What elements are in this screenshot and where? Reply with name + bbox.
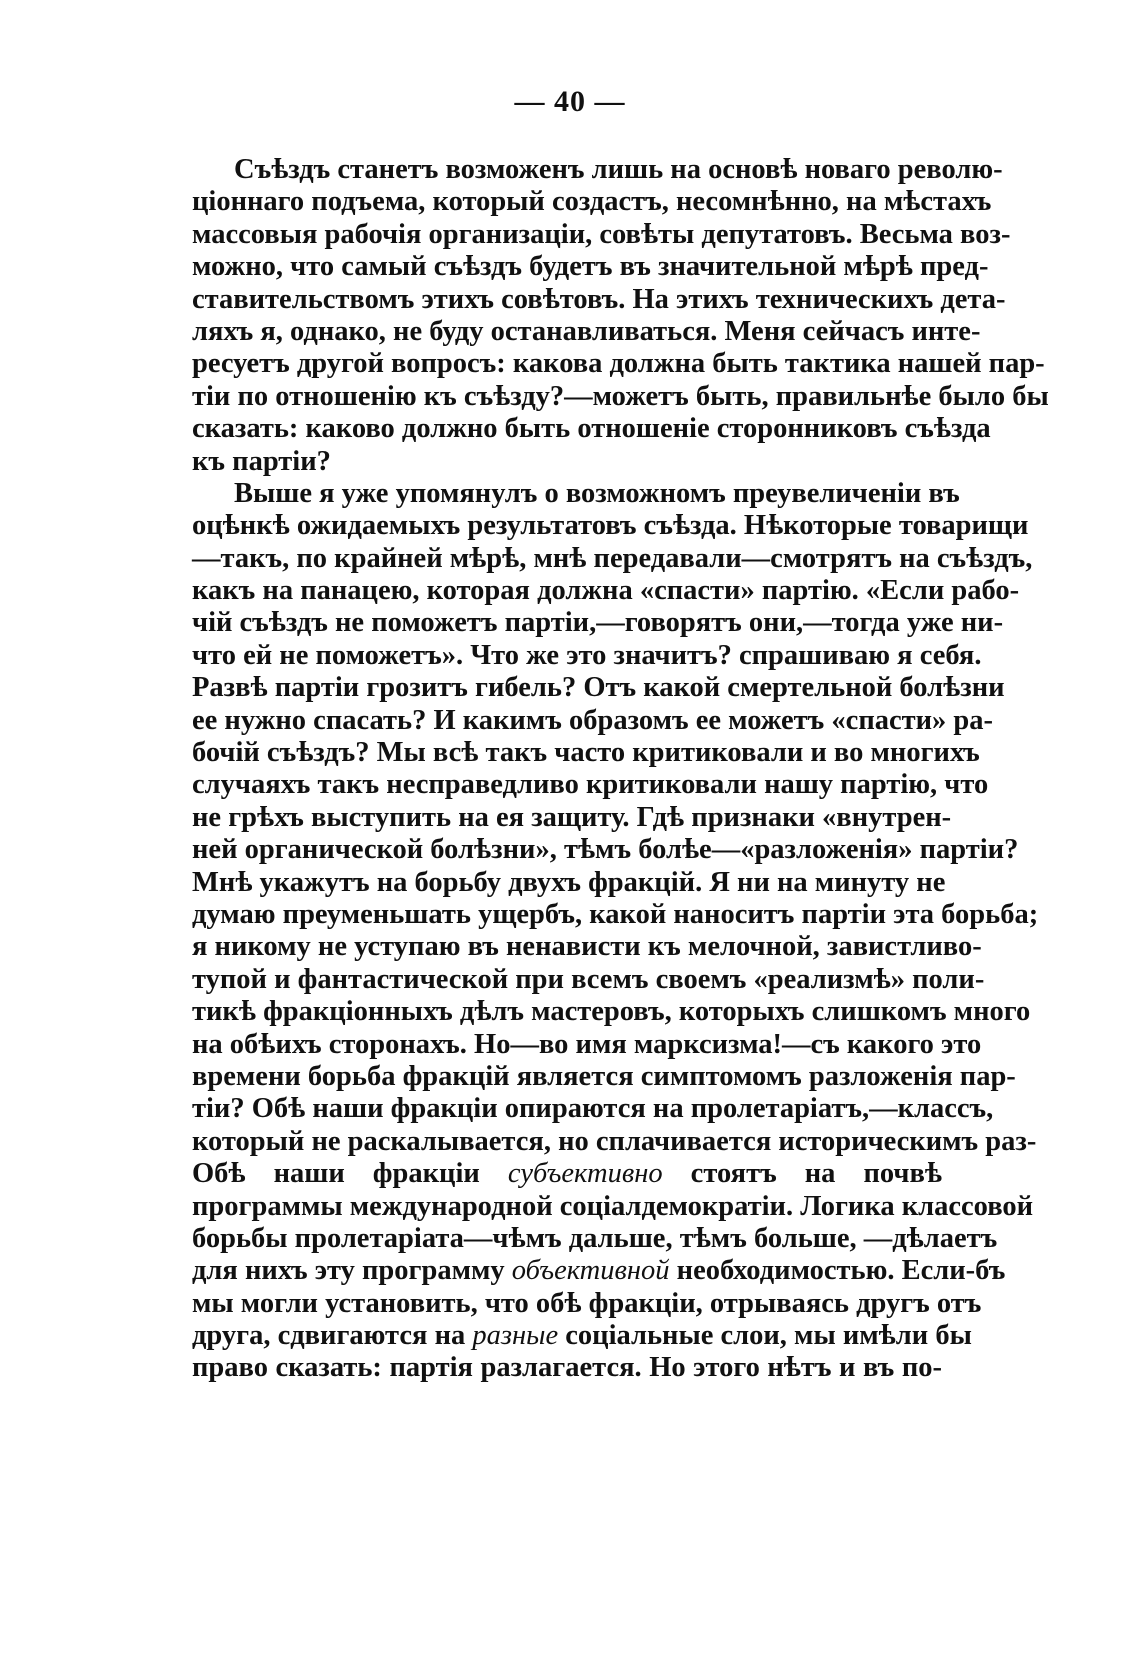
text-line-with-emphasis xyxy=(192,1255,1006,1287)
text-line: тикѣ фракціонныхъ дѣлъ мастеровъ, которыхъ слишкомъ много xyxy=(192,996,1031,1028)
text-line: что ей не поможетъ». Что же это значитъ? спрашиваю я себя. xyxy=(192,639,982,671)
text-line: бочій съѣздъ? Мы всѣ такъ часто критиковали и во многихъ xyxy=(192,737,980,769)
text-line: ресуетъ другой вопросъ: какова должна быть тактика нашей пар- xyxy=(192,348,1045,380)
text-line: времени борьба фракцій является симптомомъ разложенія пар- xyxy=(192,1060,1016,1092)
text-line: на обѣихъ сторонахъ. Но—во имя марксизма!—съ какого это xyxy=(192,1028,982,1060)
text-line: чій съѣздъ не поможетъ партіи,—говорятъ они,—тогда уже ни- xyxy=(192,607,1004,639)
text-segment: для нихъ эту программу xyxy=(192,1255,512,1287)
text-line: Выше я уже упомянулъ о возможномъ преувеличеніи въ xyxy=(234,477,960,509)
text-line: тіи? Обѣ наши фракціи опираются на пролетаріатъ,—классъ, xyxy=(192,1093,994,1125)
paragraph-2 xyxy=(192,477,1039,1385)
emphasized-word: субъективно xyxy=(507,1158,663,1190)
text-line: случаяхъ такъ несправедливо критиковали нашу партію, что xyxy=(192,769,989,801)
page-number: — 40 — xyxy=(514,85,626,118)
text-line: я никому не уступаю въ ненависти къ мелочной, завистливо- xyxy=(192,931,982,963)
paragraph-1 xyxy=(192,154,1049,478)
emphasized-word: разные xyxy=(472,1320,559,1352)
text-line: который не раскалывается, но сплачивается историческимъ раз- xyxy=(192,1125,1037,1157)
text-line: ее нужно спасать? И какимъ образомъ ее можетъ «спасти» ра- xyxy=(192,704,994,736)
text-line: тіи по отношенію къ съѣзду?—можетъ быть, правильнѣе было бы xyxy=(192,380,1049,412)
text-segment: необходимостью. Если-бъ xyxy=(669,1255,1006,1287)
text-segment: стоятъ на почвѣ xyxy=(662,1158,942,1190)
text-line: сказать: каково должно быть отношеніе сторонниковъ съѣзда xyxy=(192,413,991,445)
text-line: думаю преуменьшать ущербъ, какой наноситъ партіи эта борьба; xyxy=(192,898,1039,930)
text-line: оцѣнкѣ ожидаемыхъ результатовъ съѣзда. Нѣкоторые товарищи xyxy=(192,510,1029,542)
text-line: борьбы пролетаріата—чѣмъ дальше, тѣмъ больше, —дѣлаетъ xyxy=(192,1222,998,1254)
text-segment: соціальные слои, мы имѣли бы xyxy=(558,1320,972,1352)
text-line-with-emphasis xyxy=(192,1320,972,1352)
text-line: тупой и фантастической при всемъ своемъ «реализмѣ» поли- xyxy=(192,963,985,995)
text-line: Мнѣ укажутъ на борьбу двухъ фракцій. Я ни на минуту не xyxy=(192,866,946,898)
text-line: можно, что самый съѣздъ будетъ въ значительной мѣрѣ пред- xyxy=(192,251,989,283)
text-line: Развѣ партіи грозитъ гибель? Отъ какой смертельной болѣзни xyxy=(192,672,1005,704)
text-line: не грѣхъ выступить на ея защиту. Гдѣ признаки «внутрен- xyxy=(192,801,952,833)
text-line: ціоннаго подъема, который создастъ, несомнѣнно, на мѣстахъ xyxy=(192,186,992,218)
text-line: —такъ, по крайней мѣрѣ, мнѣ передавали—смотрятъ на съѣздъ, xyxy=(192,542,1033,574)
text-line: къ партіи? xyxy=(192,445,331,477)
text-line: право сказать: партія разлагается. Но этого нѣтъ и въ по- xyxy=(192,1352,942,1384)
text-segment: друга, сдвигаются на xyxy=(192,1320,473,1352)
text-line: программы международной соціалдемократіи. Логика классовой xyxy=(192,1190,1034,1222)
text-line: ней органической болѣзни», тѣмъ болѣе—«разложенія» партіи? xyxy=(192,834,1019,866)
emphasized-word: объективной xyxy=(511,1255,670,1287)
body-text xyxy=(192,154,1049,1385)
text-segment: Обѣ наши фракціи xyxy=(192,1158,508,1190)
text-line: ставительствомъ этихъ совѣтовъ. На этихъ техническихъ дета- xyxy=(192,283,1006,315)
text-line: Съѣздъ станетъ возможенъ лишь на основѣ новаго револю- xyxy=(234,154,1003,185)
text-line: массовыя рабочія организаціи, совѣты депутатовъ. Весьма воз- xyxy=(192,218,1011,250)
text-line: какъ на панацею, которая должна «спасти» партію. «Если рабо- xyxy=(192,575,1020,607)
text-line: мы могли установить, что обѣ фракціи, отрываясь другъ отъ xyxy=(192,1287,982,1319)
text-line-with-emphasis xyxy=(192,1158,942,1190)
text-line: ляхъ я, однако, не буду останавливаться. Меня сейчасъ инте- xyxy=(192,315,981,347)
